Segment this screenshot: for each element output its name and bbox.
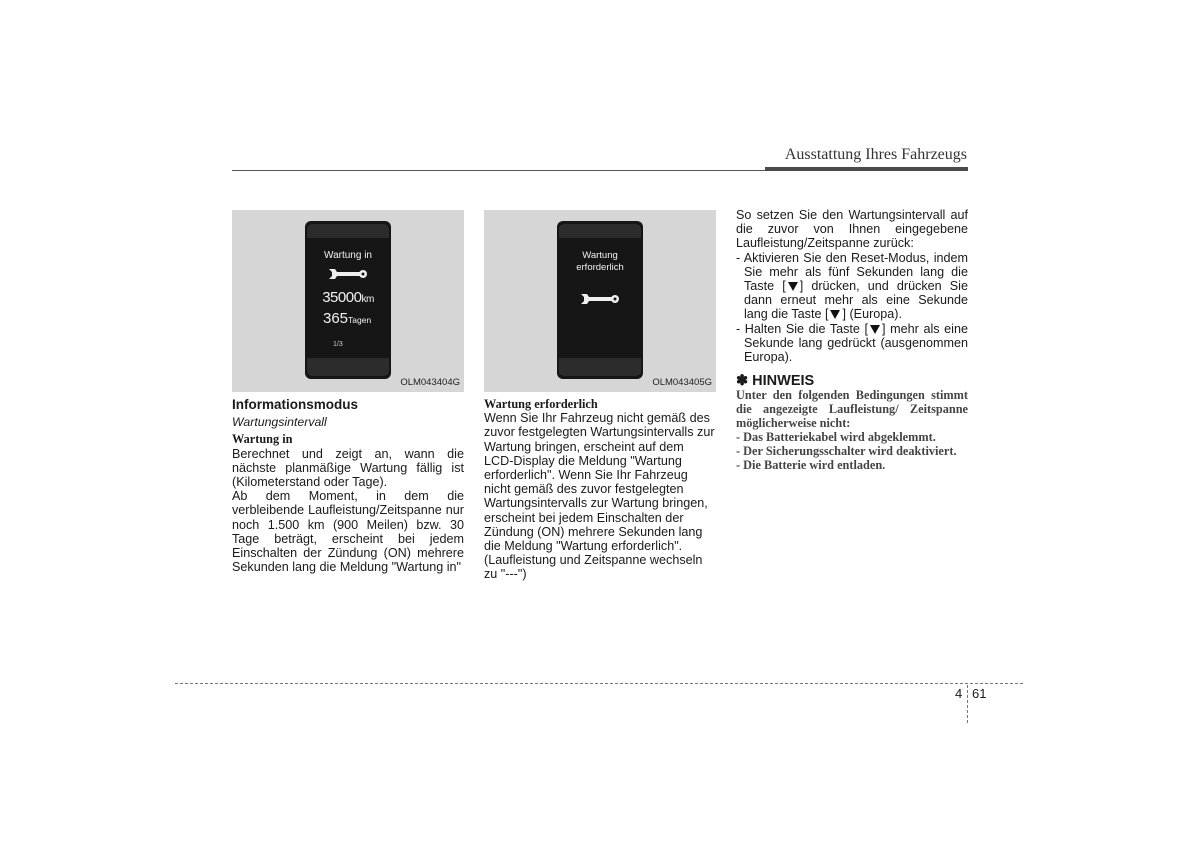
column-1 xyxy=(232,210,464,574)
lcd-line-2: erforderlich xyxy=(576,262,624,273)
lcd-bezel-bottom xyxy=(307,358,389,376)
list-text: ] mehr als eine Sekunde lang gedrückt (ausgenommen Europa). xyxy=(744,321,968,365)
column-3 xyxy=(736,208,968,472)
paragraph: So setzen Sie den Wartungsintervall auf die zuvor von Ihnen eingegebene Laufleistung/Zeitspanne zurück: xyxy=(736,208,968,251)
figure-wartung-erforderlich xyxy=(484,210,716,392)
list-item xyxy=(736,251,968,322)
section-heading: Informationsmodus xyxy=(232,397,359,412)
lcd-title: Wartung in xyxy=(324,250,372,261)
subsection-heading: Wartung erforderlich xyxy=(484,397,598,411)
note-body xyxy=(736,388,968,472)
lcd-display xyxy=(305,221,391,379)
down-triangle-icon xyxy=(830,310,840,319)
paragraph: Ab dem Moment, in dem die verbleibende Laufleistung/Zeitspanne nur noch 1.500 km (900 Meilen) bzw. 30 Tage beträgt, erscheint bei jedem Einschalten der Zündung (ON) mehrere Sekunden lang die Meldung "Wartung in" xyxy=(232,489,464,575)
list-text: - Halten Sie die Taste [ xyxy=(736,321,869,336)
paragraph: Wenn Sie Ihr Fahrzeug nicht gemäß des zuvor festgelegten Wartungsintervalls zur Wartung bringen, erscheint auf dem LCD-Display die Meldung "Wartung erforderlich". Wenn Sie Ihr Fahrzeug nicht gemäß des zuvor festgelegten Wartungsintervalls zur Wartung bringen, erscheint bei jedem Einschalten der Zündung (ON) mehrere Sekunden lang die Meldung "Wartung erforderlich". (Laufleistung und Zeitspanne wechseln zu "---") xyxy=(484,411,715,582)
note-item: - Der Sicherungsschalter wird deaktiviert. xyxy=(736,444,957,459)
note-item: - Das Batteriekabel wird abgeklemmt. xyxy=(736,430,936,445)
figure-code: OLM043405G xyxy=(652,376,712,388)
figure-wartung-in xyxy=(232,210,464,392)
page-number: 61 xyxy=(972,686,987,701)
wrench-icon xyxy=(327,268,369,280)
section-subheading: Wartungsintervall xyxy=(232,415,327,430)
lcd-distance xyxy=(305,291,391,307)
subsection-heading: Wartung in xyxy=(232,432,293,447)
lcd-bezel-bottom xyxy=(559,358,641,376)
lcd-distance-unit: km xyxy=(361,294,374,305)
note-intro: Unter den folgenden Bedingungen stimmt die angezeigte Laufleistung/ Zeitspanne möglicherweise nicht: xyxy=(736,388,968,431)
lcd-days-unit: Tagen xyxy=(348,315,372,325)
paragraph: Berechnet und zeigt an, wann die nächste planmäßige Wartung fällig ist (Kilometerstand oder Tage). xyxy=(232,446,464,490)
lcd-page-indicator: 1/3 xyxy=(333,341,343,348)
wrench-icon xyxy=(579,293,621,305)
column-2 xyxy=(484,210,716,582)
lcd-distance-value: 35000 xyxy=(322,289,362,306)
list-text: - Aktivieren Sie den Reset-Modus, indem Sie mehr als fünf Sekunden lang die Taste [ xyxy=(736,250,968,294)
note-item: - Die Batterie wird entladen. xyxy=(736,458,886,473)
down-triangle-icon xyxy=(870,325,880,334)
list-item xyxy=(736,322,968,365)
lcd-days xyxy=(323,312,391,327)
chapter-number: 4 xyxy=(955,686,963,701)
footer-divider xyxy=(967,685,968,723)
lcd-line-1: Wartung xyxy=(582,250,618,261)
lcd-bezel-top xyxy=(559,224,641,238)
footer-rule xyxy=(175,683,1023,684)
list-text: ] drücken, und drücken Sie dann erneut mehr als eine Sekunde lang die Taste [ xyxy=(744,279,968,322)
lcd-days-value: 365 xyxy=(323,310,349,327)
lcd-display xyxy=(557,221,643,379)
lcd-bezel-top xyxy=(307,224,389,238)
figure-code: OLM043404G xyxy=(400,376,460,388)
note-title: ✽ HINWEIS xyxy=(736,373,815,390)
page-header-title: Ausstattung Ihres Fahrzeugs xyxy=(784,146,967,163)
down-triangle-icon xyxy=(788,282,798,291)
list-text: ] (Europa). xyxy=(842,307,902,322)
header-accent-bar xyxy=(765,167,968,171)
